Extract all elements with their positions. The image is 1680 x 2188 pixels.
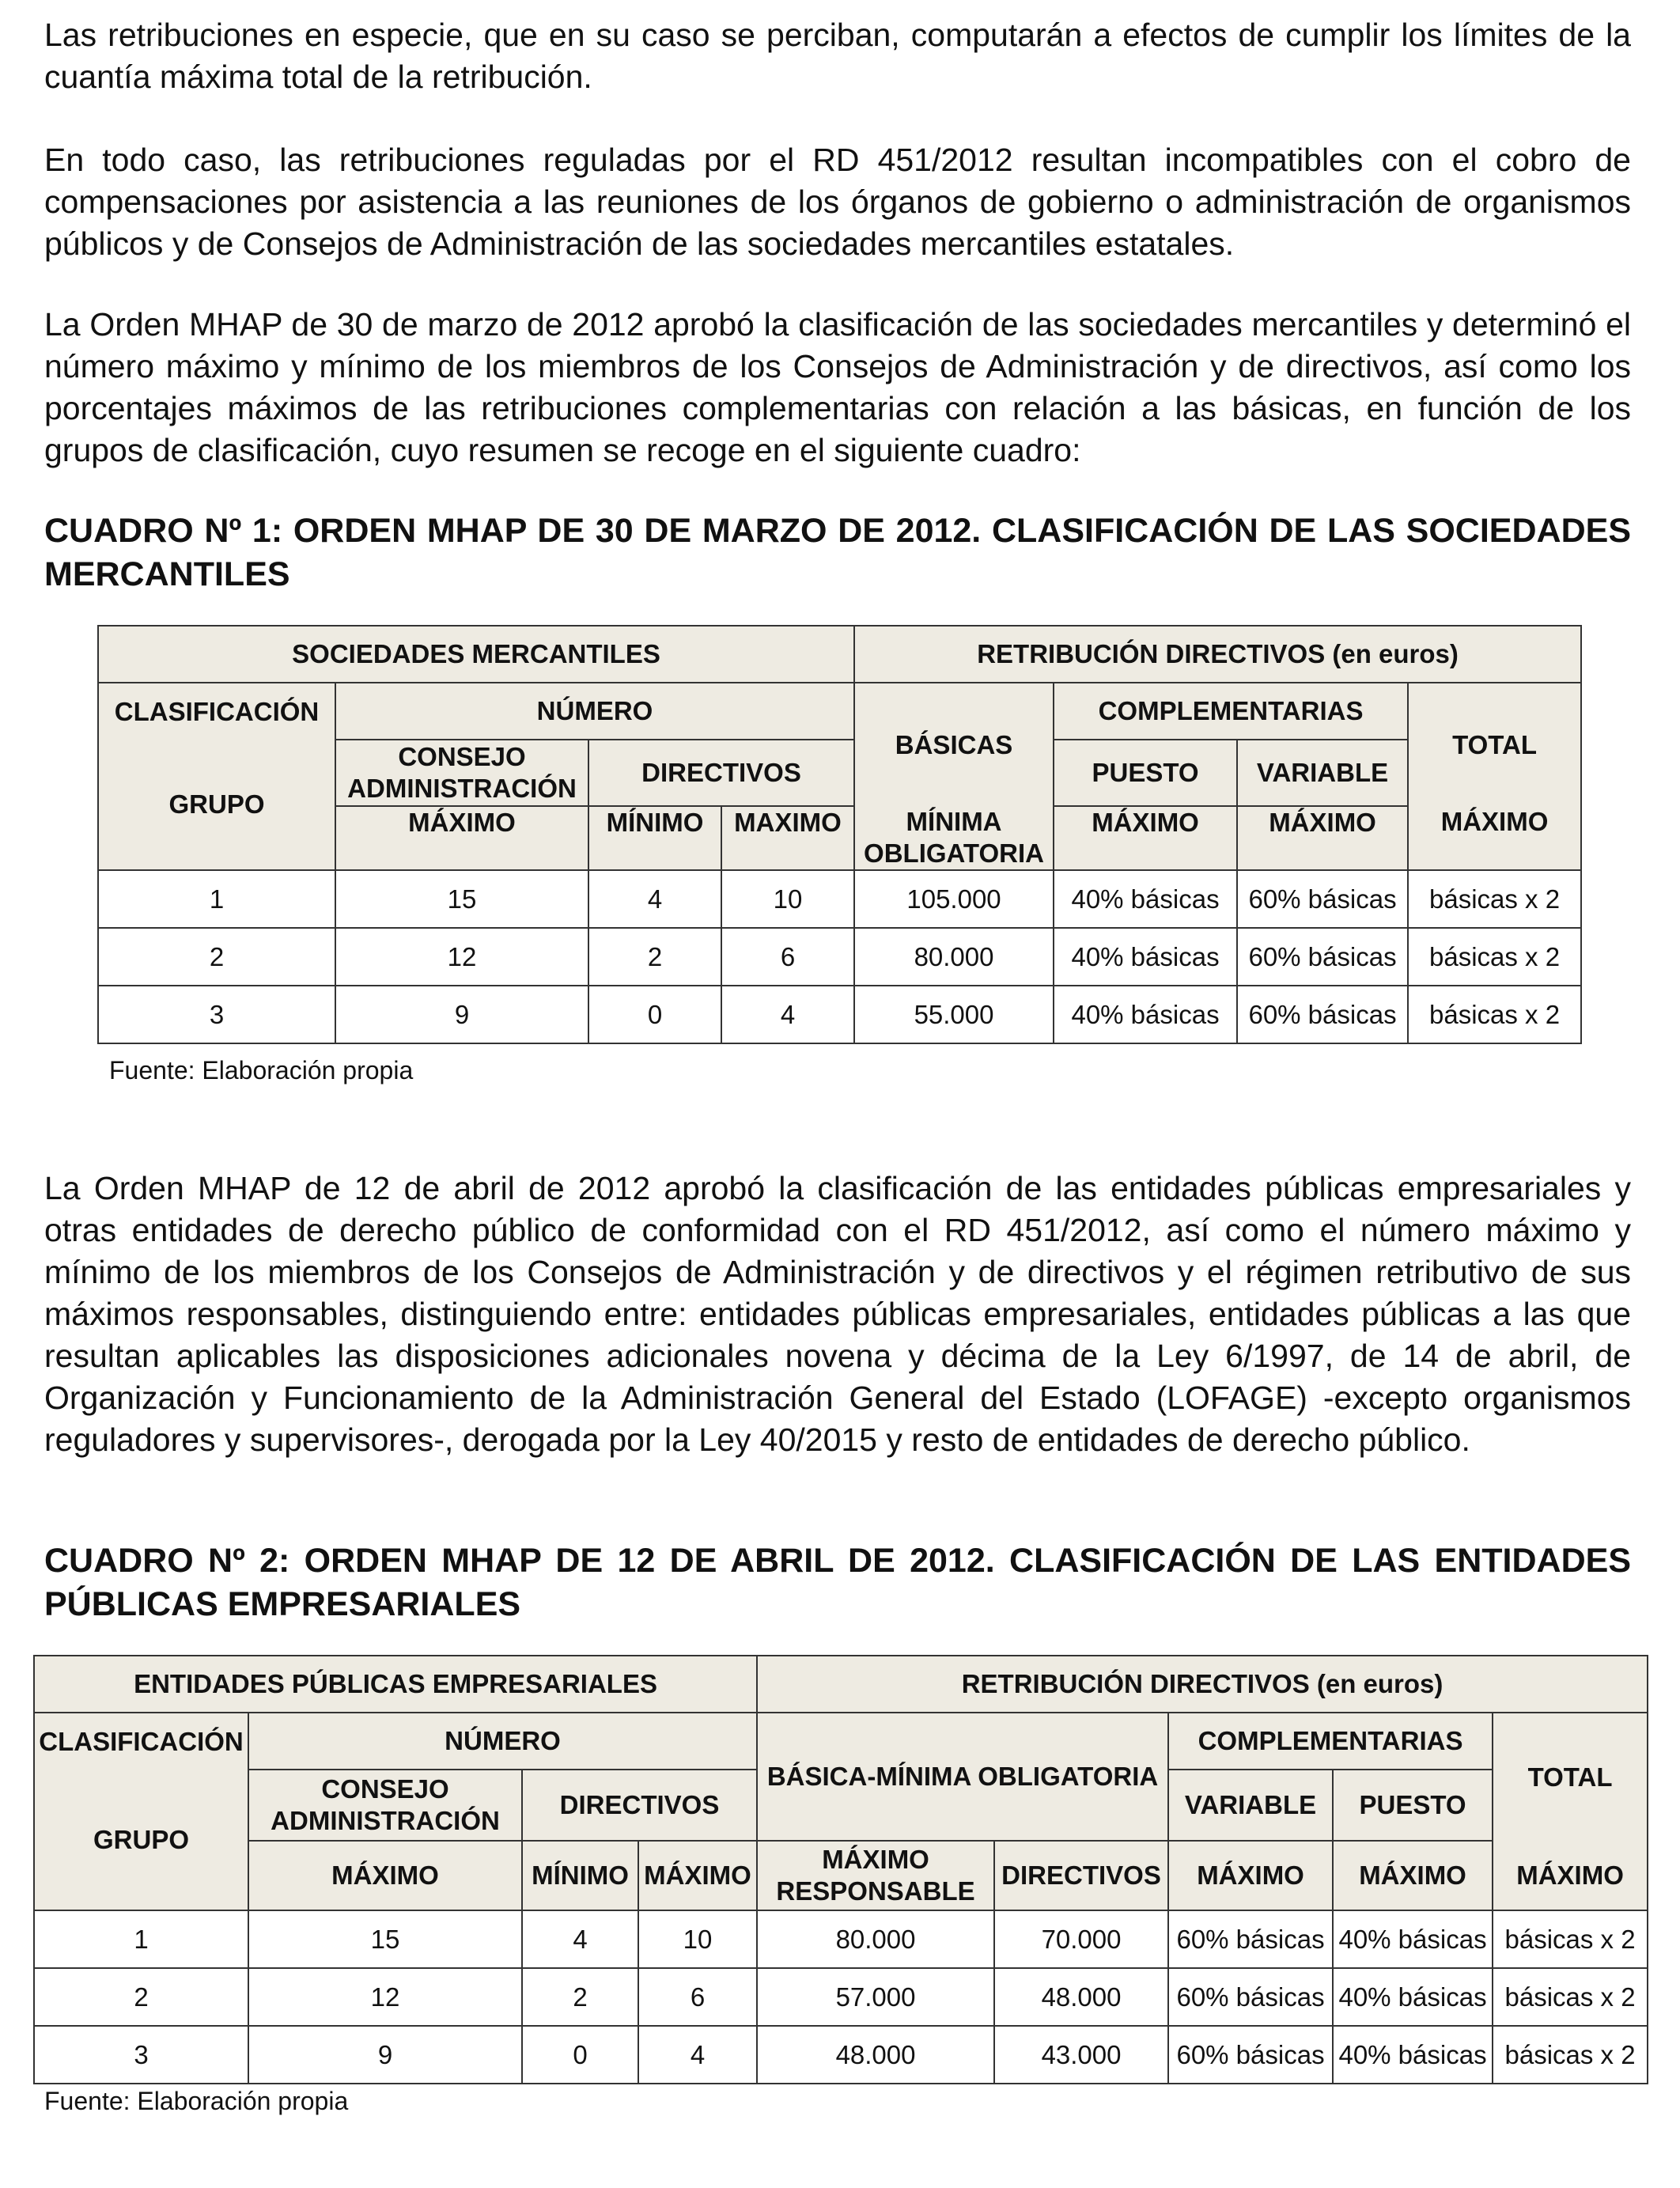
table-cell: 2 xyxy=(588,928,721,986)
cuadro2-header-maximo-puesto: MÁXIMO xyxy=(1333,1841,1493,1910)
cuadro1-header-minimo-directivos: MÍNIMO xyxy=(588,806,721,870)
cuadro1-header-maximo-directivos: MAXIMO xyxy=(721,806,854,870)
table-cell: 10 xyxy=(721,870,854,928)
table-cell: 60% básicas xyxy=(1168,1910,1333,1968)
table-cell: 3 xyxy=(98,986,335,1043)
cuadro2-header-consejo: CONSEJO ADMINISTRACIÓN xyxy=(248,1770,522,1841)
cuadro2-header-entidades: ENTIDADES PÚBLICAS EMPRESARIALES xyxy=(34,1656,757,1713)
table-cell: 9 xyxy=(248,2026,522,2084)
table-cell: 6 xyxy=(721,928,854,986)
cuadro1-header-puesto: PUESTO xyxy=(1054,740,1237,806)
table-cell: 55.000 xyxy=(854,986,1054,1043)
paragraph-orden-abril: La Orden MHAP de 12 de abril de 2012 aprobó la clasificación de las entidades públicas empresariales y otras entidades de derecho público de conformidad con el RD 451/2012, así como el número máximo y mínimo de los miembros de los Consejos de Administración y de directivos y el régimen retributivo de sus máximos responsables, distinguiendo entre: entidades públicas empresariales, entidades públicas a las que resultan aplicables las disposiciones adicionales novena y décima de la Ley 6/1997, de 14 de abril, de Organización y Funcionamiento de la Administración General del Estado (LOFAGE) -excepto organismos reguladores y supervisores-, derogada por la Ley 40/2015 y resto de entidades de derecho público. xyxy=(44,1170,1631,1458)
table-cell: 40% básicas xyxy=(1054,928,1237,986)
table-cell: 2 xyxy=(34,1968,248,2026)
cuadro2-table xyxy=(33,1655,1648,2084)
table-cell: 60% básicas xyxy=(1237,870,1408,928)
cuadro2-header-maximo-variable: MÁXIMO xyxy=(1168,1841,1333,1910)
cuadro2-header-numero: NÚMERO xyxy=(248,1713,757,1770)
cuadro2-title: CUADRO Nº 2: ORDEN MHAP DE 12 DE ABRIL DE 2012. CLASIFICACIÓN DE LAS ENTIDADES PÚBLICAS EMPRESARIALES xyxy=(44,1542,1631,1623)
cuadro1-header-complementarias: COMPLEMENTARIAS xyxy=(1054,683,1408,740)
table-cell: 9 xyxy=(335,986,588,1043)
table-cell: 4 xyxy=(588,870,721,928)
cuadro2-header-grupo: GRUPO xyxy=(34,1770,248,1910)
cuadro2-source: Fuente: Elaboración propia xyxy=(44,2087,349,2115)
table-cell: 40% básicas xyxy=(1333,1968,1493,2026)
table-cell: 40% básicas xyxy=(1333,2026,1493,2084)
table-cell: 12 xyxy=(335,928,588,986)
cuadro1-header-directivos: DIRECTIVOS xyxy=(588,740,854,806)
table-cell: 6 xyxy=(638,1968,757,2026)
table-cell: 80.000 xyxy=(854,928,1054,986)
table-row xyxy=(98,928,1581,986)
table-cell: 4 xyxy=(721,986,854,1043)
table-cell: 43.000 xyxy=(994,2026,1168,2084)
cuadro1-header-maximo-consejo: MÁXIMO xyxy=(335,806,588,870)
table-cell: básicas x 2 xyxy=(1493,1910,1648,1968)
table-cell: 2 xyxy=(522,1968,638,2026)
cuadro2-header-clasificacion: CLASIFICACIÓN xyxy=(34,1713,248,1770)
paragraph-incompatibilidad: En todo caso, las retribuciones reguladas por el RD 451/2012 resultan incompatibles con el cobro de compensaciones por asistencia a las reuniones de los órganos de gobierno o administración de organismos públicos y de Consejos de Administración de las sociedades mercantiles estatales. xyxy=(44,142,1631,262)
cuadro1-header-total: TOTAL xyxy=(1408,683,1581,806)
table-cell: 4 xyxy=(638,2026,757,2084)
cuadro1-header-sociedades: SOCIEDADES MERCANTILES xyxy=(98,626,854,683)
table-cell: 48.000 xyxy=(757,2026,994,2084)
cuadro1-header-numero: NÚMERO xyxy=(335,683,854,740)
table-row xyxy=(34,2026,1648,2084)
cuadro2-header-puesto: PUESTO xyxy=(1333,1770,1493,1841)
table-cell: 48.000 xyxy=(994,1968,1168,2026)
cuadro2-header-variable: VARIABLE xyxy=(1168,1770,1333,1841)
cuadro1-header-maximo-puesto: MÁXIMO xyxy=(1054,806,1237,870)
table-cell: 0 xyxy=(588,986,721,1043)
table-cell: básicas x 2 xyxy=(1408,870,1581,928)
cuadro2-header-basica-minima: BÁSICA-MÍNIMA OBLIGATORIA xyxy=(757,1713,1168,1841)
cuadro2-header-directivos: DIRECTIVOS xyxy=(522,1770,757,1841)
table-row xyxy=(98,870,1581,928)
table-row xyxy=(34,1968,1648,2026)
table-cell: 15 xyxy=(248,1910,522,1968)
cuadro1-title: CUADRO Nº 1: ORDEN MHAP DE 30 DE MARZO DE 2012. CLASIFICACIÓN DE LAS SOCIEDADES MERCANTILES xyxy=(44,512,1631,593)
table-cell: 3 xyxy=(34,2026,248,2084)
table-cell: 40% básicas xyxy=(1054,870,1237,928)
table-cell: 15 xyxy=(335,870,588,928)
cuadro2-header-maximo-total: MÁXIMO xyxy=(1493,1841,1648,1910)
cuadro1-header-minima-obligatoria: MÍNIMA OBLIGATORIA xyxy=(854,806,1054,870)
table-cell: básicas x 2 xyxy=(1408,928,1581,986)
paragraph-retribuciones-especie: Las retribuciones en especie, que en su caso se perciban, computarán a efectos de cumplir los límites de la cuantía máxima total de la retribución. xyxy=(44,17,1631,95)
table-cell: 10 xyxy=(638,1910,757,1968)
cuadro1-header-consejo: CONSEJO ADMINISTRACIÓN xyxy=(335,740,588,806)
table-cell: 57.000 xyxy=(757,1968,994,2026)
cuadro1-header-retribucion: RETRIBUCIÓN DIRECTIVOS (en euros) xyxy=(854,626,1581,683)
cuadro1-header-maximo-variable: MÁXIMO xyxy=(1237,806,1408,870)
cuadro2-header-complementarias: COMPLEMENTARIAS xyxy=(1168,1713,1493,1770)
cuadro2-header-maximo-directivos: MÁXIMO xyxy=(638,1841,757,1910)
cuadro2-header-total: TOTAL xyxy=(1493,1713,1648,1841)
cuadro1-source: Fuente: Elaboración propia xyxy=(109,1056,414,1085)
cuadro2-header-maximo-responsable: MÁXIMO RESPONSABLE xyxy=(757,1841,994,1910)
cuadro1-table xyxy=(97,625,1582,1044)
table-cell: básicas x 2 xyxy=(1493,1968,1648,2026)
paragraph-orden-marzo: La Orden MHAP de 30 de marzo de 2012 aprobó la clasificación de las sociedades mercantiles y determinó el número máximo y mínimo de los miembros de los Consejos de Administración y de directivos, así como los porcentajes máximos de las retribuciones complementarias con relación a las básicas, en función de los grupos de clasificación, cuyo resumen se recoge en el siguiente cuadro: xyxy=(44,306,1631,468)
cuadro2-header-minimo-directivos: MÍNIMO xyxy=(522,1841,638,1910)
table-cell: 0 xyxy=(522,2026,638,2084)
table-cell: 60% básicas xyxy=(1168,2026,1333,2084)
table-cell: básicas x 2 xyxy=(1493,2026,1648,2084)
table-cell: 60% básicas xyxy=(1168,1968,1333,2026)
cuadro1-header-grupo: GRUPO xyxy=(98,740,335,870)
table-row xyxy=(98,986,1581,1043)
cuadro2-header-maximo-consejo: MÁXIMO xyxy=(248,1841,522,1910)
cuadro2-header-retribucion: RETRIBUCIÓN DIRECTIVOS (en euros) xyxy=(757,1656,1648,1713)
table-row xyxy=(34,1910,1648,1968)
cuadro1-header-variable: VARIABLE xyxy=(1237,740,1408,806)
table-cell: 4 xyxy=(522,1910,638,1968)
table-cell: 2 xyxy=(98,928,335,986)
table-cell: 105.000 xyxy=(854,870,1054,928)
table-cell: 40% básicas xyxy=(1054,986,1237,1043)
cuadro2-header-directivos-col: DIRECTIVOS xyxy=(994,1841,1168,1910)
table-cell: 12 xyxy=(248,1968,522,2026)
cuadro1-header-maximo-total: MÁXIMO xyxy=(1408,806,1581,870)
cuadro1-header-basicas: BÁSICAS xyxy=(854,683,1054,806)
table-cell: 1 xyxy=(98,870,335,928)
table-cell: 1 xyxy=(34,1910,248,1968)
table-cell: básicas x 2 xyxy=(1408,986,1581,1043)
table-cell: 70.000 xyxy=(994,1910,1168,1968)
table-cell: 80.000 xyxy=(757,1910,994,1968)
cuadro1-header-clasificacion: CLASIFICACIÓN xyxy=(98,683,335,740)
table-cell: 40% básicas xyxy=(1333,1910,1493,1968)
table-cell: 60% básicas xyxy=(1237,986,1408,1043)
table-cell: 60% básicas xyxy=(1237,928,1408,986)
